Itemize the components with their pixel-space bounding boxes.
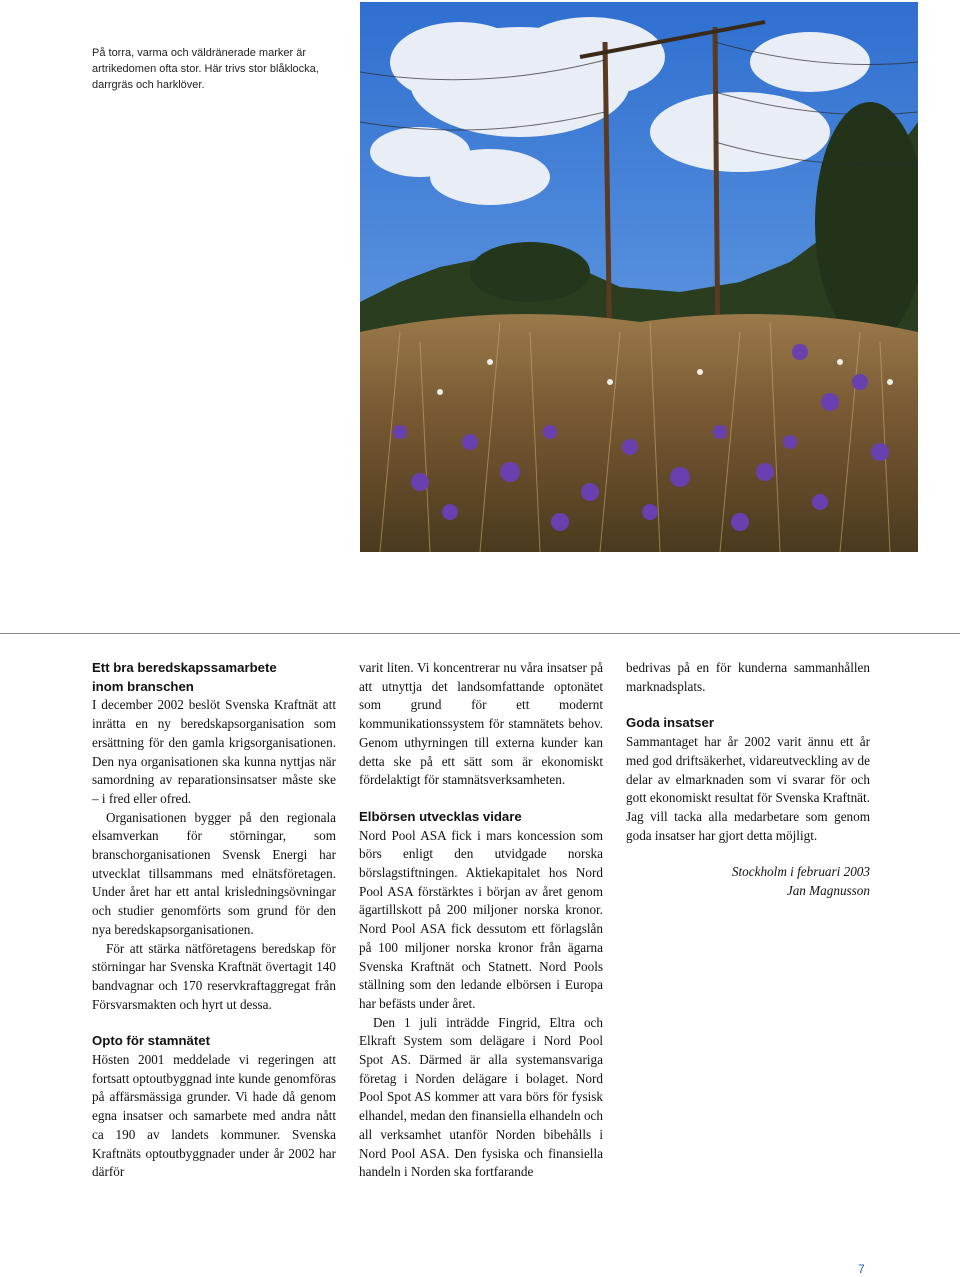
photo-illustration (360, 2, 918, 552)
body-paragraph: Organisationen bygger på den regionala elsamverkan för störningar, som branschorganisationen Svensk Energi har utvecklat tillsammans med elnätsföretagen. Under året har ett antal krisledningsövningar och studier genomförts som grund för den nya beredskapsorganisationen. (92, 809, 336, 937)
body-paragraph: Hösten 2001 meddelade vi regeringen att fortsatt optoutbyggnad inte kunde genomföras på affärsmässiga grunder. Vi hade då genom egna insatser och samarbete med andra nått ca 190 av landets kommuner. Svenska Kraftnäts optoutbyggnader under år 2002 har därför (92, 1052, 336, 1180)
signature-place-date: Stockholm i februari 2003 (731, 864, 870, 880)
page-number: 7 (858, 1262, 865, 1276)
heading-line: Ett bra beredskapssamarbete (92, 660, 277, 675)
photo-caption (92, 45, 332, 93)
caption-line: darrgräs och harklöver. (92, 79, 205, 91)
body-paragraph: Nord Pool ASA fick i mars koncession som börs enligt den utvidgade norska börslagstiftningen. Aktiekapitalet hos Nord Pool ASA förstärktes i början av året genom ägartillskott på 200 miljoner norska kronor. Nord Pool ASA fick dessutom ett förlagslån på 100 miljoner norska kronor från ägarna Svenska Kraftnät och Statnett. Nord Pools ställning som den ledande elbörsen i Europa har befästs under året. (359, 827, 603, 1011)
body-paragraph: Den 1 juli inträdde Fingrid, Eltra och Elkraft System som delägare i Nord Pool Spot AS. Därmed är alla systemansvariga företag i Norden delägare i bolaget. Nord Pool Spot AS kommer att vara börs för fysisk elhandel, medan den finansiella elhandeln och all verksamhet utanför Norden bibehålls i Nord Pool ASA. Den fysiska och finansiella handeln i Norden ska fortfarande (359, 1014, 603, 1180)
body-paragraph: För att stärka nätföretagens beredskap för störningar har Svenska Kraftnät övertagit 140 bandvagnar och 170 reservkraftaggregat från Försvarsmakten och hyrt ut dessa. (92, 940, 336, 1012)
signature-name: Jan Magnusson (786, 883, 870, 899)
text-column-1 (92, 659, 336, 1182)
section-heading (92, 659, 336, 696)
meadow-powerline-photo (360, 2, 918, 552)
text-column-3 (626, 659, 870, 901)
caption-line: artrikedomen ofta stor. Här trivs stor blåklocka, (92, 63, 319, 75)
section-heading: Opto för stamnätet (92, 1033, 210, 1049)
body-paragraph: varit liten. Vi koncentrerar nu våra insatser på att utnyttja det landsomfattande optonätet som grund för ett modernt kommunikationssystem för stamnätets behov. Genom uthyrningen till externa kunder kan detta ske på ett sätt som är ekonomiskt fördelaktigt för stamnätsverksamheten. (359, 660, 603, 788)
body-paragraph: bedrivas på en för kunderna sammanhållen marknadsplats. (626, 660, 870, 694)
section-divider (0, 633, 960, 634)
caption-line: På torra, varma och väldränerade marker är (92, 47, 306, 59)
body-paragraph: Sammantaget har år 2002 varit ännu ett år med god driftsäkerhet, vidareutveckling av de delar av elmarknaden som vi svarar för och gott ekonomiskt resultat för Svenska Kraftnät. Jag vill tacka alla medarbetare som genom goda insatser har gjort detta möjligt. (626, 734, 870, 843)
section-heading: Goda insatser (626, 715, 714, 731)
body-paragraph: I december 2002 beslöt Svenska Kraftnät att inrätta en ny beredskapsorganisation som ersättning för den gamla krigsorganisationen. Den nya organisationen ska kunna nyttjas när samordning av reparationsinsatser måste ske – i fred eller ofred. (92, 697, 336, 806)
section-heading: Elbörsen utvecklas vidare (359, 808, 522, 824)
text-column-2 (359, 659, 603, 1182)
heading-line: inom branschen (92, 678, 194, 694)
